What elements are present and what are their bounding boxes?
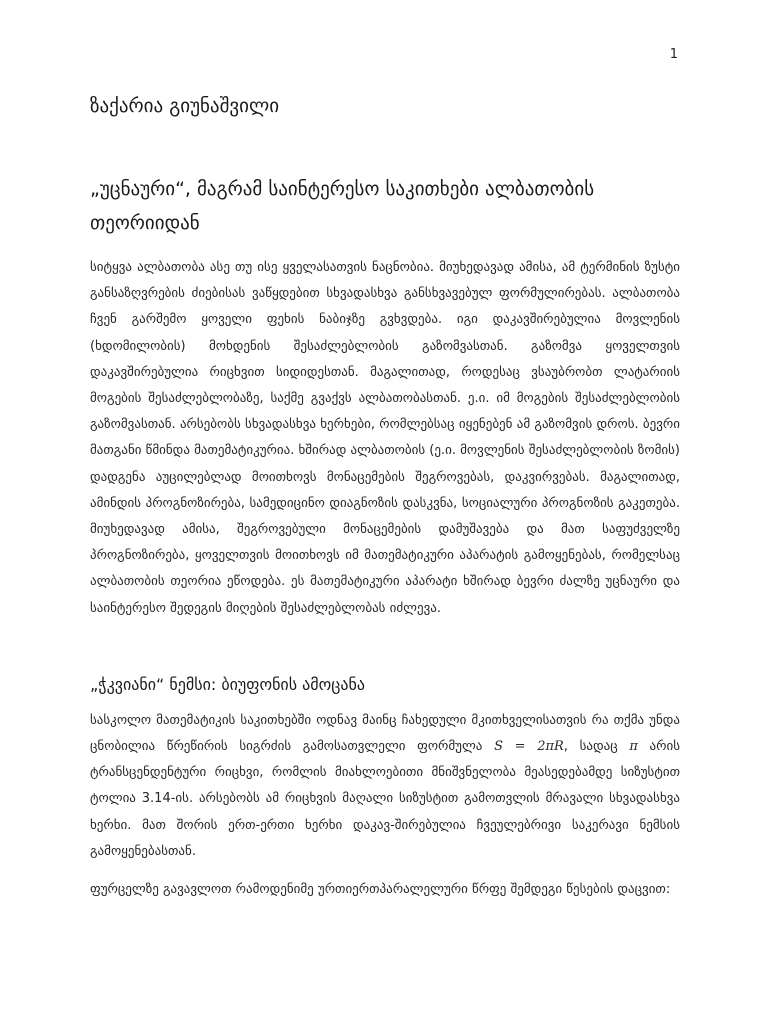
intro-paragraph: სიტყვა ალბათობა ასე თუ ისე ყველასათვის ნაცნობია. მიუხედავად ამისა, ამ ტერმინის ზუსტი განსაზღვრების ძიებისას ვაწყდებით სხვადასხვა განსხვავებულ ფორმულირებას. ალბათობა ჩვენ გარშემო ყოველი ფეხის ნაბიჯზე გვხვდება. იგი დაკავშირებულია მოვლენის (ხდომილობის) მოხდენის შესაძლებლობის გაზომვასთან. გაზომვა ყოველთვის დაკავშირებულია რიცხვით სიდიდესთან. მაგალითად, როდესაც ვსაუბრობთ ლატარიის მოგების შესაძლებლობაზე, საქმე გვაქვს ალბათობასთან. ე.ი. იმ მოგების შესაძლებლობის გაზომვასთან. არსებობს სხვადასხვა ხერხები, რომლებსაც იყენებენ ამ გაზომვის დროს. ბევრი მათგანი წმინდა მათემატიკურია. ხშირად ალბათობის (ე.ი. მოვლენის შესაძლებლობის ზომის) დადგენა აუცილებლად მოითხოვს მონაცემების შეგროვებას, დაკვირვებას. მაგალითად, ამინდის პროგნოზირება, სამედიცინო დიაგნოზის დასკვნა, სოციალური პროგნოზის გაკეთება. მიუხედავად ამისა, შეგროვებული მონაცემების დამუშავება და მათ საფუძველზე პროგნოზირება, ყოველთვის მოითხოვს იმ მათემატიკური აპარატის გამოყენებას, რომელსაც ალბათობის თეორია ეწოდება. ეს მათემატიკური აპარატი ხშირად ბევრი ძალზე უცნაური და საინტერესო შედეგის მიღების შესაძლებლობას იძლევა.: [90, 260, 680, 616]
section-heading: „ჭკვიანი“ ნემსი: ბიუფონის ამოცანა: [90, 674, 365, 694]
buffon-paragraph: [90, 708, 680, 865]
page-number: 1: [669, 47, 678, 62]
pi-symbol: π: [629, 739, 638, 755]
document-body: [90, 92, 680, 903]
buffon-text-part1: სასკოლო მათემატიკის საკითხებში ოდნავ მაინც ჩახედული მკითხველისათვის რა თქმა უნდა ცნობილია წრეწირის სიგრძის გამოსათვლელი ფორმულა: [90, 712, 680, 755]
circumference-formula: S = 2πR: [494, 739, 564, 755]
author-name: ზაქარია გიუნაშვილი: [90, 95, 280, 117]
buffon-text-part3: არის ტრანსცენდენტური რიცხვი, რომლის მიახლოებითი მნიშვნელობა მეასედებამდე სიზუსტით ტოლია 3.14-ის. არსებობს ამ რიცხვის მაღალი სიზუსტით გამოთვლის მრავალი სხვადასხვა ხერხი. მათ შორის ერთ-ერთი ხერხი დაკავ-შირებულია ჩვეულებრივი საკერავი ნემსის გამოყენებასთან.: [90, 739, 681, 859]
article-title: „უცნაური“, მაგრამ საინტერესო საკითხები ალბათობის თეორიიდან: [90, 178, 595, 234]
lines-paragraph: ფურცელზე გავავლოთ რამოდენიმე ურთიერთპარალელური წრფე შემდეგი წესების დაცვით:: [90, 882, 671, 898]
buffon-text-part2: , სადაც: [563, 739, 630, 755]
